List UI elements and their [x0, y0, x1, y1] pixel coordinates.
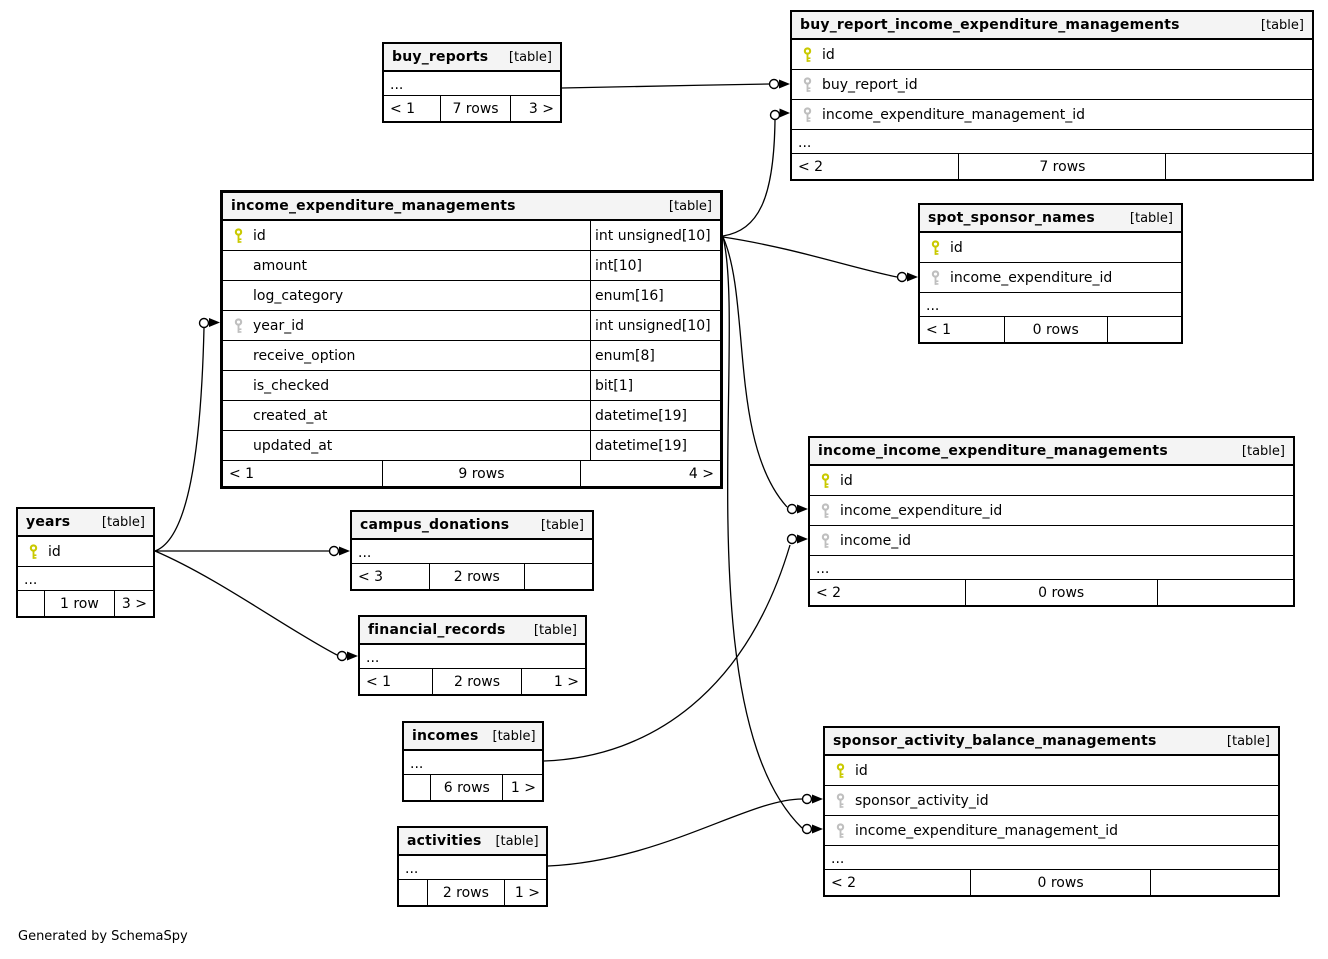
relationship-income_expenditure_managements-to-spot_sponsor_names	[723, 237, 918, 282]
key-slot	[792, 47, 822, 63]
footer-children-count: < 1	[390, 100, 416, 117]
column-name: id	[253, 227, 266, 244]
column-row-year_id[interactable]	[223, 311, 720, 341]
more-columns-ellipsis: ...	[399, 856, 546, 880]
column-name: sponsor_activity_id	[855, 792, 989, 809]
table-activities[interactable]	[397, 826, 548, 907]
footer-parents-count: 3 >	[528, 100, 554, 117]
footer-row-count: 0 rows	[970, 870, 1151, 895]
key-slot	[223, 318, 253, 334]
table-buy_reports[interactable]	[382, 42, 562, 123]
column-row-sponsor_activity_id[interactable]	[825, 786, 1278, 816]
table-footer	[810, 580, 1293, 605]
footer-row-count: 0 rows	[1004, 317, 1108, 342]
footer-row-count: 2 rows	[427, 880, 505, 905]
table-years[interactable]	[16, 507, 155, 618]
footer-row-count: 7 rows	[958, 154, 1166, 179]
relationship-years-to-income_expenditure_managements	[155, 318, 220, 551]
foreign-key-icon	[802, 107, 813, 123]
footer-row-count: 1 row	[44, 591, 116, 616]
table-title: income_expenditure_managements	[231, 198, 516, 214]
table-sponsor_activity_balance_managements[interactable]	[823, 726, 1280, 897]
column-type: int unsigned[10]	[590, 311, 720, 340]
table-title: activities	[407, 833, 482, 849]
relationship-activities-to-sponsor_activity_balance_managements	[548, 795, 823, 867]
column-type: datetime[19]	[590, 401, 720, 430]
table-tag: [table]	[101, 514, 145, 530]
table-footer	[404, 775, 542, 800]
relationship-income_expenditure_managements-to-buy_report_income_expenditure_managements	[723, 109, 790, 237]
column-row-receive_option[interactable]	[223, 341, 720, 371]
footer-parents-count: 1 >	[510, 779, 536, 796]
key-slot	[825, 823, 855, 839]
footer-parents-count: 4 >	[688, 465, 714, 482]
column-name: log_category	[253, 287, 344, 304]
footer-children-count: < 2	[816, 584, 842, 601]
key-slot	[792, 77, 822, 93]
footer-children-count: < 1	[229, 465, 255, 482]
primary-key-icon	[802, 47, 813, 63]
table-footer	[18, 591, 153, 616]
table-financial_records[interactable]	[358, 615, 587, 696]
table-tag: [table]	[533, 622, 577, 638]
table-footer	[223, 461, 720, 486]
footer-parents-count: 1 >	[514, 884, 540, 901]
column-type: int unsigned[10]	[590, 221, 720, 250]
table-tag: [table]	[1129, 210, 1173, 226]
table-title: sponsor_activity_balance_managements	[833, 733, 1157, 749]
primary-key-icon	[835, 763, 846, 779]
table-tag: [table]	[492, 728, 536, 744]
column-type: int[10]	[590, 251, 720, 280]
key-slot	[18, 544, 48, 560]
generated-by-note: Generated by SchemaSpy	[18, 929, 188, 944]
table-header[interactable]	[360, 617, 585, 645]
table-header[interactable]	[825, 728, 1278, 756]
column-name: is_checked	[253, 377, 330, 394]
foreign-key-icon	[802, 77, 813, 93]
column-name: updated_at	[253, 437, 333, 454]
foreign-key-icon	[835, 823, 846, 839]
table-header[interactable]	[810, 438, 1293, 466]
column-row-id[interactable]	[920, 233, 1181, 263]
table-header[interactable]	[399, 828, 546, 856]
table-header[interactable]	[352, 512, 592, 540]
table-buy_report_income_expenditure_managements[interactable]	[790, 10, 1314, 181]
primary-key-icon	[820, 473, 831, 489]
footer-children-count: < 3	[358, 568, 384, 585]
column-name: receive_option	[253, 347, 356, 364]
table-title: income_income_expenditure_managements	[818, 443, 1168, 459]
table-header[interactable]	[792, 12, 1312, 40]
more-columns-ellipsis: ...	[920, 293, 1181, 317]
relationship-years-to-financial_records	[155, 551, 358, 661]
table-tag: [table]	[540, 517, 584, 533]
table-tag: [table]	[508, 49, 552, 65]
table-footer	[399, 880, 546, 905]
foreign-key-icon	[820, 533, 831, 549]
footer-row-count: 6 rows	[430, 775, 503, 800]
key-slot	[810, 533, 840, 549]
footer-children-count: < 1	[366, 673, 392, 690]
column-row-id[interactable]	[792, 40, 1312, 70]
column-name: income_expenditure_id	[950, 269, 1113, 286]
key-slot	[825, 763, 855, 779]
column-type: bit[1]	[590, 371, 720, 400]
column-row-income_id[interactable]	[810, 526, 1293, 556]
more-columns-ellipsis: ...	[810, 556, 1293, 580]
column-name: id	[822, 46, 835, 63]
table-title: buy_reports	[392, 49, 489, 65]
column-name: id	[840, 472, 853, 489]
table-header[interactable]	[223, 193, 720, 221]
column-row-income_expenditure_management_id[interactable]	[792, 100, 1312, 130]
primary-key-icon	[930, 240, 941, 256]
column-name: amount	[253, 257, 308, 274]
relationship-years-to-campus_donations	[155, 547, 350, 556]
table-tag: [table]	[1241, 443, 1285, 459]
column-name: income_expenditure_management_id	[822, 106, 1086, 123]
more-columns-ellipsis: ...	[360, 645, 585, 669]
table-income_expenditure_managements[interactable]	[220, 190, 723, 489]
table-header[interactable]	[18, 509, 153, 537]
more-columns-ellipsis: ...	[792, 130, 1312, 154]
column-name: id	[950, 239, 963, 256]
more-columns-ellipsis: ...	[384, 72, 560, 96]
table-income_income_expenditure_managements[interactable]	[808, 436, 1295, 607]
key-slot	[223, 228, 253, 244]
table-title: spot_sponsor_names	[928, 210, 1095, 226]
column-name: created_at	[253, 407, 328, 424]
column-row-income_expenditure_id[interactable]	[810, 496, 1293, 526]
column-name: income_expenditure_management_id	[855, 822, 1119, 839]
table-tag: [table]	[668, 198, 712, 214]
more-columns-ellipsis: ...	[825, 846, 1278, 870]
column-name: income_expenditure_id	[840, 502, 1003, 519]
column-type: datetime[19]	[590, 431, 720, 460]
key-slot	[810, 473, 840, 489]
footer-row-count: 2 rows	[432, 669, 522, 694]
table-title: campus_donations	[360, 517, 510, 533]
relationship-income_expenditure_managements-to-income_income_expenditure_managements	[723, 237, 808, 514]
column-row-id[interactable]	[825, 756, 1278, 786]
footer-row-count: 0 rows	[965, 580, 1158, 605]
primary-key-icon	[28, 544, 39, 560]
column-name: id	[855, 762, 868, 779]
column-row-created_at[interactable]	[223, 401, 720, 431]
table-footer	[792, 154, 1312, 179]
footer-row-count: 9 rows	[382, 461, 581, 486]
table-incomes[interactable]	[402, 721, 544, 802]
more-columns-ellipsis: ...	[404, 751, 542, 775]
table-header[interactable]	[404, 723, 542, 751]
table-footer	[920, 317, 1181, 342]
table-footer	[360, 669, 585, 694]
table-title: incomes	[412, 728, 479, 744]
foreign-key-icon	[835, 793, 846, 809]
footer-row-count: 2 rows	[429, 564, 525, 589]
footer-row-count: 7 rows	[440, 96, 510, 121]
table-title: buy_report_income_expenditure_managements	[800, 17, 1180, 33]
key-slot	[920, 240, 950, 256]
column-row-id[interactable]	[18, 537, 153, 567]
key-slot	[825, 793, 855, 809]
column-row-updated_at[interactable]	[223, 431, 720, 461]
table-title: years	[26, 514, 71, 530]
table-tag: [table]	[1260, 17, 1304, 33]
column-type: enum[16]	[590, 281, 720, 310]
footer-children-count: < 2	[831, 874, 857, 891]
column-name: year_id	[253, 317, 305, 334]
table-footer	[352, 564, 592, 589]
footer-children-count: < 2	[798, 158, 824, 175]
more-columns-ellipsis: ...	[18, 567, 153, 591]
column-row-income_expenditure_id[interactable]	[920, 263, 1181, 293]
column-name: buy_report_id	[822, 76, 918, 93]
column-row-log_category[interactable]	[223, 281, 720, 311]
foreign-key-icon	[820, 503, 831, 519]
table-footer	[384, 96, 560, 121]
column-row-is_checked[interactable]	[223, 371, 720, 401]
column-type: enum[8]	[590, 341, 720, 370]
column-row-buy_report_id[interactable]	[792, 70, 1312, 100]
table-tag: [table]	[495, 833, 539, 849]
key-slot	[810, 503, 840, 519]
key-slot	[920, 270, 950, 286]
key-slot	[792, 107, 822, 123]
column-row-id[interactable]	[223, 221, 720, 251]
relationship-buy_reports-to-buy_report_income_expenditure_managements	[562, 80, 790, 89]
footer-parents-count: 1 >	[553, 673, 579, 690]
footer-children-count: < 1	[926, 321, 952, 338]
column-row-id[interactable]	[810, 466, 1293, 496]
foreign-key-icon	[930, 270, 941, 286]
column-row-amount[interactable]	[223, 251, 720, 281]
table-header[interactable]	[920, 205, 1181, 233]
primary-key-icon	[233, 228, 244, 244]
table-campus_donations[interactable]	[350, 510, 594, 591]
column-name: id	[48, 543, 61, 560]
table-title: financial_records	[368, 622, 506, 638]
table-spot_sponsor_names[interactable]	[918, 203, 1183, 344]
column-row-income_expenditure_management_id[interactable]	[825, 816, 1278, 846]
column-name: income_id	[840, 532, 912, 549]
table-header[interactable]	[384, 44, 560, 72]
footer-parents-count: 3 >	[121, 595, 147, 612]
table-footer	[825, 870, 1278, 895]
foreign-key-icon	[233, 318, 244, 334]
more-columns-ellipsis: ...	[352, 540, 592, 564]
table-tag: [table]	[1226, 733, 1270, 749]
